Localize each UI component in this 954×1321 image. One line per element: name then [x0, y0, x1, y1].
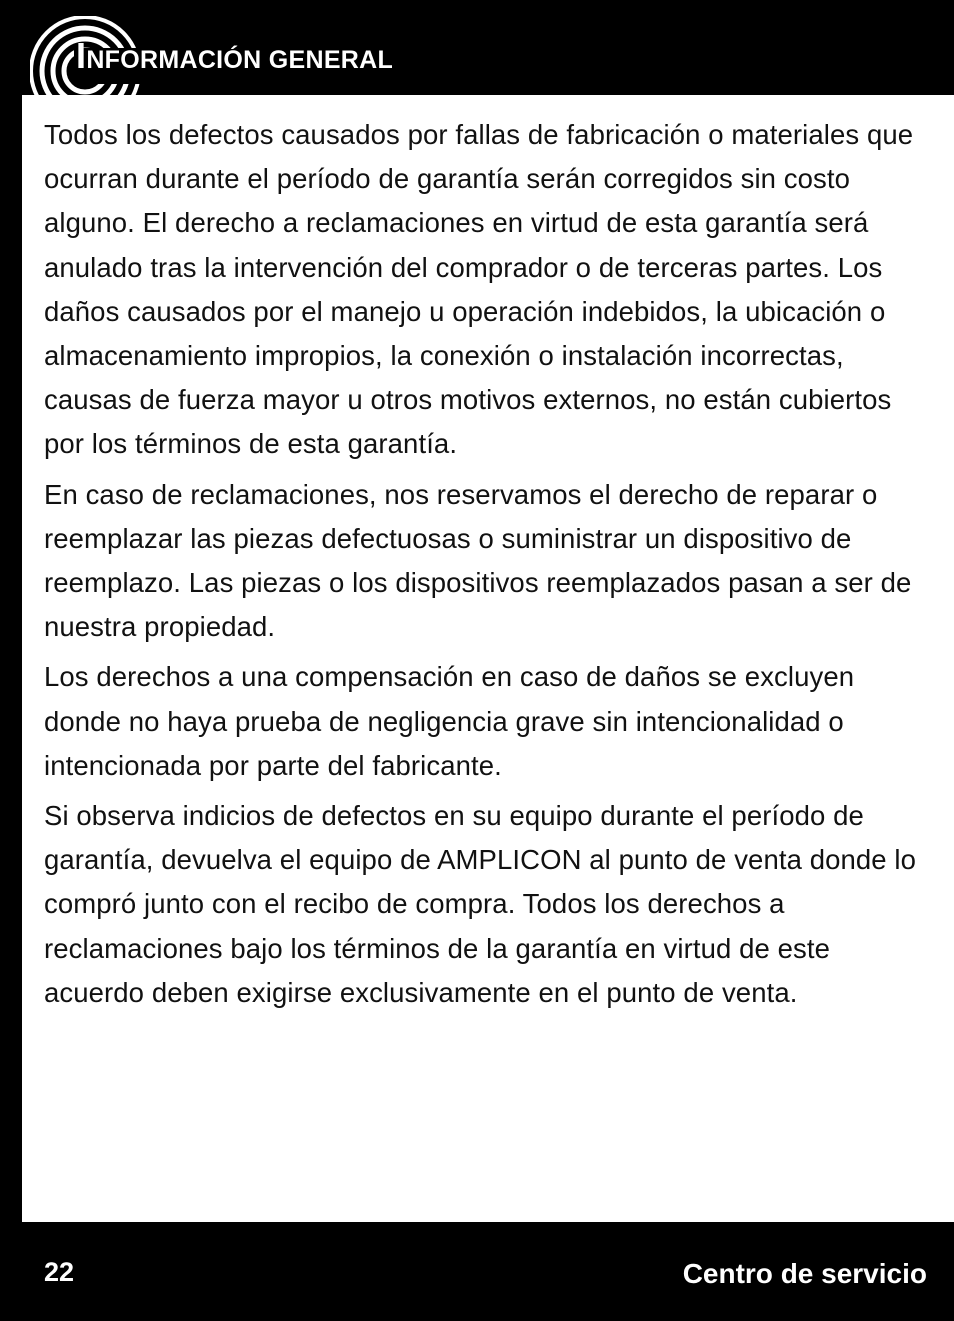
page-number: 22 — [44, 1257, 75, 1287]
section-title — [76, 35, 394, 78]
page-header — [0, 0, 954, 95]
section-title-initial: I — [76, 35, 87, 76]
paragraph-claims: En caso de reclamaciones, nos reservamos el derecho de reparar o reemplazar las piezas defectuosas o suministrar un dispositivo de reemplazo. Las piezas o los dispositivos reemplazados pasan a ser de nuestra propiedad. — [44, 478, 912, 643]
paragraph-defects: Todos los defectos causados por fallas de fabricación o materiales que ocurran durante el período de garantía serán corregidos sin costo alguno. El derecho a reclamaciones en virtud de esta garantía será anulado tras la intervención del comprador o de terceras partes. Los daños causados por el manejo u operación indebidos, la ubicación o almacenamiento impropios, la conexión o instalación incorrectas, causas de fuerza mayor u otros motivos externos, no están cubiertos por los términos de esta garantía. — [44, 119, 914, 460]
section-title-rest: NFORMACIÓN GENERAL — [86, 46, 394, 74]
paragraph-compensation: Los derechos a una compensación en caso de daños se excluyen donde no haya prueba de negligencia grave sin intencionalidad o intencionada por parte del fabricante. — [44, 661, 855, 781]
paragraph-return: Si observa indicios de defectos en su equipo durante el período de garantía, devuelva el equipo de AMPLICON al punto de venta donde lo compró junto con el recibo de compra. Todos los derechos a reclamaciones bajo los términos de la garantía en virtud de este acuerdo deben exigirse exclusivamente en el punto de venta. — [44, 800, 917, 1008]
warranty-text — [44, 113, 924, 1021]
footer-section-name: Centro de servicio — [682, 1258, 927, 1289]
page-content — [22, 95, 954, 1222]
page-footer — [0, 1222, 954, 1321]
